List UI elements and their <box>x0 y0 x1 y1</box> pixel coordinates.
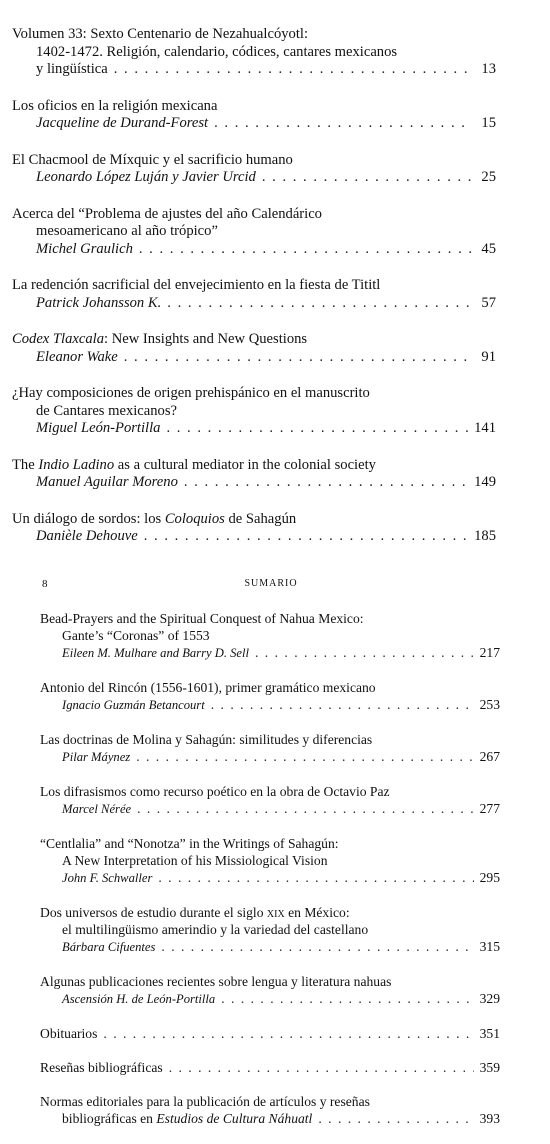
page-number: 253 <box>479 697 500 712</box>
leader-dots <box>184 474 468 492</box>
leader-dots <box>262 169 472 187</box>
page-number: 45 <box>481 240 496 257</box>
leader-dots <box>137 800 473 817</box>
entry-author: Michel Graulich <box>36 240 133 257</box>
entry-title: Algunas publicaciones recientes sobre lengua y literatura nahuas <box>40 974 392 989</box>
entry-author: Leonardo López Luján y Javier Urcid <box>36 169 256 185</box>
page-number: 295 <box>479 870 500 885</box>
entry-title: de Cantares mexicanos? <box>36 402 178 419</box>
entry-title: Gante’s “Coronas” of 1553 <box>62 628 210 643</box>
leader-dots <box>167 295 472 313</box>
toc-entry <box>12 26 496 79</box>
entry-author: Jacqueline de Durand-Forest <box>36 115 209 131</box>
entry-author: Eileen M. Mulhare and Barry D. Sell <box>62 646 249 660</box>
entry-title: Obituarios <box>40 1026 98 1041</box>
toc-entry <box>40 1025 500 1042</box>
entry-author: Bárbara Cifuentes <box>62 940 156 954</box>
leader-dots <box>136 748 473 765</box>
leader-dots <box>318 1110 473 1127</box>
contents-section-upper <box>12 26 496 565</box>
page-number: 277 <box>479 801 500 816</box>
page-number: 359 <box>479 1060 500 1075</box>
page-number: 351 <box>479 1026 500 1041</box>
leader-dots <box>158 869 473 886</box>
running-head-label: SUMARIO <box>244 578 298 589</box>
entry-title: A New Interpretation of his Missiological Vision <box>62 853 328 868</box>
entry-title: Los difrasismos como recurso poético en la obra de Octavio Paz <box>40 784 390 799</box>
page-number: 13 <box>481 61 496 77</box>
page-number: 149 <box>474 474 496 490</box>
page-number: 141 <box>474 420 496 436</box>
page-number: 267 <box>479 749 500 764</box>
entry-author: Miguel León-Portilla <box>36 420 161 436</box>
entry-title: Reseñas bibliográficas <box>40 1060 163 1075</box>
entry-title: El Chacmool de Míxquic y el sacrificio humano <box>12 151 293 168</box>
toc-entry <box>40 1093 500 1127</box>
toc-entry <box>12 98 496 133</box>
toc-entry <box>40 783 500 818</box>
entry-title: Las doctrinas de Molina y Sahagún: similitudes y diferencias <box>40 732 373 747</box>
toc-entry <box>12 331 496 366</box>
leader-dots <box>169 1059 474 1076</box>
entry-author: Pilar Máynez <box>62 750 131 764</box>
toc-entry <box>40 679 500 714</box>
entry-author: Ignacio Guzmán Betancourt <box>62 698 205 712</box>
toc-entry <box>40 973 500 1008</box>
entry-title: mesoamericano al año trópico” <box>36 223 218 239</box>
entry-author: Eleanor Wake <box>36 348 118 365</box>
entry-author: Marcel Nérée <box>62 802 132 816</box>
entry-title: Codex Tlaxcala: New Insights and New Questions <box>12 331 308 347</box>
page-number: 91 <box>481 348 496 365</box>
leader-dots <box>166 420 468 438</box>
contents-section-lower <box>40 610 500 1144</box>
leader-dots <box>144 528 468 546</box>
page-number: 15 <box>481 115 496 131</box>
toc-entry <box>40 731 500 766</box>
entry-title: y lingüística <box>36 61 108 77</box>
toc-entry <box>12 152 496 187</box>
toc-entry <box>40 904 500 956</box>
page-number: 329 <box>479 991 500 1006</box>
entry-title: La redención sacrificial del envejecimiento en la fiesta de Tititl <box>12 277 381 293</box>
entry-title: 1402-1472. Religión, calendario, códices, cantares mexicanos <box>36 43 398 60</box>
toc-entry <box>12 457 496 492</box>
entry-title: ¿Hay composiciones de origen prehispánico en el manuscrito <box>12 385 370 401</box>
page-number: 57 <box>481 294 496 311</box>
leader-dots <box>114 61 472 79</box>
entry-title: Acerca del “Problema de ajustes del año Calendárico <box>12 205 322 222</box>
entry-author: Ascensión H. de León-Portilla <box>62 992 216 1006</box>
leader-dots <box>161 938 473 955</box>
entry-title: Antonio del Rincón (1556-1601), primer gramático mexicano <box>40 680 376 695</box>
entry-title: The Indio Ladino as a cultural mediator in the colonial society <box>12 456 376 473</box>
toc-entry <box>40 610 500 662</box>
entry-title: Bead-Prayers and the Spiritual Conquest of Nahua Mexico: <box>40 611 364 626</box>
page-number: 25 <box>481 169 496 185</box>
leader-dots <box>139 241 472 259</box>
entry-author: Manuel Aguilar Moreno <box>36 474 178 490</box>
entry-title: “Centlalia” and “Nonotza” in the Writings of Sahagún: <box>40 836 339 851</box>
leader-dots <box>103 1025 473 1042</box>
leader-dots <box>211 696 474 713</box>
leader-dots <box>221 990 473 1007</box>
entry-title: Dos universos de estudio durante el siglo xix en México: <box>40 905 350 920</box>
toc-entry <box>12 385 496 438</box>
page-number: 393 <box>479 1111 500 1126</box>
page-number: 217 <box>479 645 500 660</box>
entry-title: bibliográficas en Estudios de Cultura Náhuatl <box>62 1111 313 1126</box>
entry-title: Normas editoriales para la publicación de artículos y reseñas <box>40 1094 370 1109</box>
page-number: 185 <box>474 528 496 544</box>
entry-author: Patrick Johansson K. <box>36 294 162 311</box>
folio-number: 8 <box>42 578 48 590</box>
entry-title: Volumen 33: Sexto Centenario de Nezahualcóyotl: <box>12 26 308 42</box>
leader-dots <box>124 349 472 367</box>
toc-entry <box>12 277 496 312</box>
toc-entry <box>40 1059 500 1076</box>
toc-entry <box>12 511 496 546</box>
toc-entry <box>12 206 496 259</box>
page-number: 315 <box>479 939 500 954</box>
entry-title: el multilingüismo amerindio y la variedad del castellano <box>62 922 369 937</box>
entry-title: Un diálogo de sordos: los Coloquios de Sahagún <box>12 510 297 527</box>
entry-title: Los oficios en la religión mexicana <box>12 97 218 114</box>
toc-entry <box>40 835 500 887</box>
leader-dots <box>214 115 472 133</box>
entry-author: Danièle Dehouve <box>36 528 138 544</box>
leader-dots <box>255 644 474 661</box>
entry-author: John F. Schwaller <box>62 871 153 885</box>
